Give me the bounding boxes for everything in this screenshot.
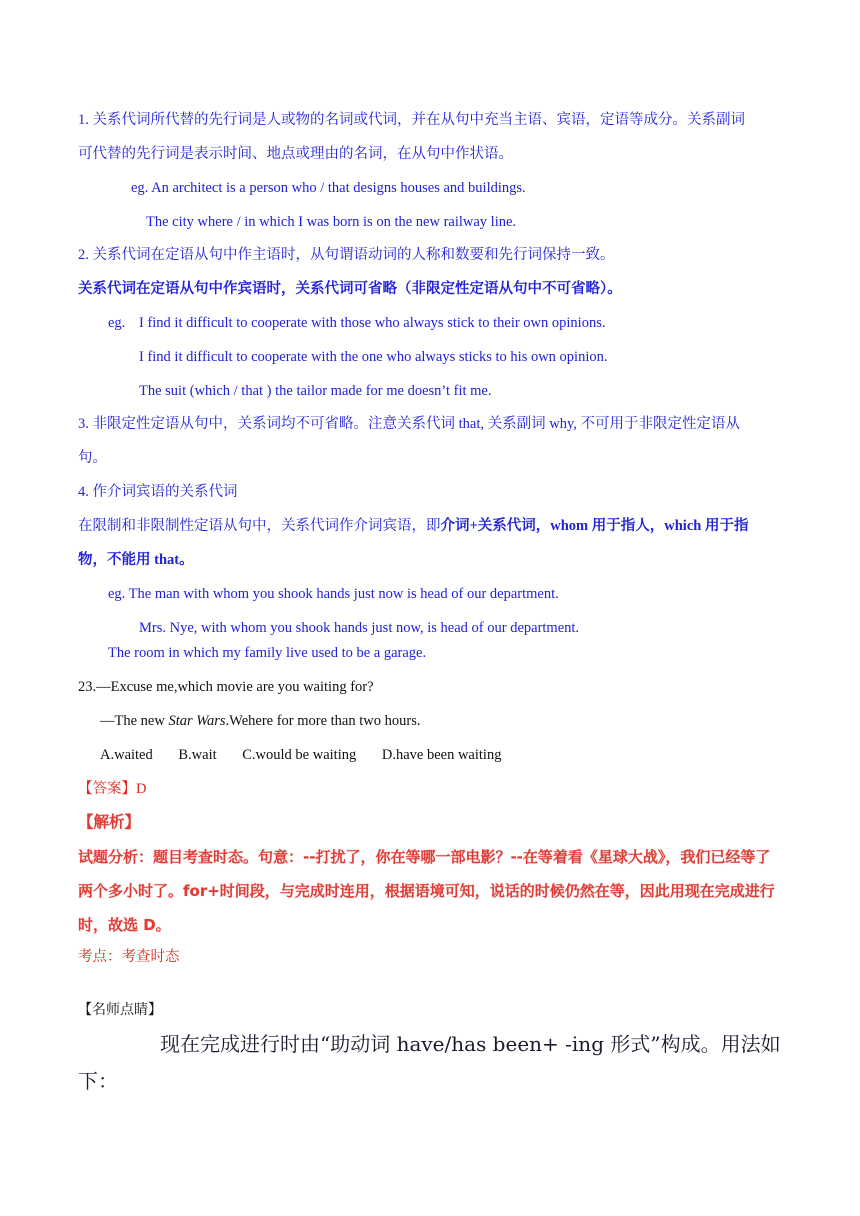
question-options <box>100 745 501 765</box>
section3-line1: 3. 非限定性定语从句中，关系词均不可省略。注意关系代词 that, 关系副词 why, 不可用于非限定性定语从 <box>78 416 741 432</box>
tips-label: 【名师点睛】 <box>78 1002 162 1018</box>
section1-example1: eg. An architect is a person who / that designs houses and buildings. <box>131 180 526 196</box>
option-a: A.waited <box>100 747 153 763</box>
option-c: C.would be waiting <box>242 747 357 763</box>
option-b: B.wait <box>178 747 217 763</box>
section3-line2: 句。 <box>78 450 107 466</box>
section1-line2: 可代替的先行词是表示时间、地点或理由的名词，在从句中作状语。 <box>78 146 513 162</box>
section4-title: 4. 作介词宾语的关系代词 <box>78 484 238 500</box>
section2-line2: 关系代词在定语从句中作宾语时，关系代词可省略（非限定性定语从句中不可省略）。 <box>78 281 622 297</box>
reply-prefix: —The new <box>100 713 169 729</box>
analysis-line1: 试题分析：题目考查时态。句意：--打扰了，你在等哪一部电影？--在等着看《星球大战》，我们已经等了 <box>78 848 771 866</box>
tips-line1: 现在完成进行时由“助动词 have/has been+ -ing 形式”构成。用法如 <box>160 1032 781 1056</box>
section2-example2: I find it difficult to cooperate with the one who always sticks to his own opinion. <box>139 349 608 365</box>
section2-example1: I find it difficult to cooperate with those who always stick to their own opinions. <box>139 315 606 331</box>
section4-example3: The room in which my family live used to be a garage. <box>108 645 427 661</box>
section4-line1-bold: 介词+关系代词，whom 用于指人，which 用于指 <box>440 518 749 534</box>
question-reply <box>100 711 420 731</box>
section1-example2: The city where / in which I was born is on the new railway line. <box>146 214 517 230</box>
option-d: D.have been waiting <box>381 747 502 763</box>
section4-example1: eg. The man with whom you shook hands just now is head of our department. <box>108 586 559 602</box>
analysis-line3: 时，故选 D。 <box>78 916 171 934</box>
kaodian-line: 考点：考查时态 <box>78 949 180 965</box>
question-stem: 23.—Excuse me,which movie are you waiting for? <box>78 679 374 695</box>
section2-example-label: eg. <box>108 315 126 331</box>
section1-line1: 1. 关系代词所代替的先行词是人或物的名词或代词，并在从句中充当主语、宾语，定语等成分。关系副词 <box>78 112 745 128</box>
section4-line1 <box>78 516 748 536</box>
section4-line1-plain: 在限制和非限制性定语从句中，关系代词作介词宾语，即 <box>78 518 441 534</box>
tips-line2: 下： <box>78 1069 118 1093</box>
reply-suffix: .Wehere for more than two hours. <box>225 713 421 729</box>
section2-example3: The suit (which / that ) the tailor made for me doesn’t fit me. <box>139 383 492 399</box>
reply-italic: Star Wars <box>168 713 226 729</box>
section2-line1: 2. 关系代词在定语从句中作主语时，从句谓语动词的人称和数要和先行词保持一致。 <box>78 247 615 263</box>
section4-line2: 物，不能用 that。 <box>78 552 194 568</box>
section4-example2: Mrs. Nye, with whom you shook hands just now, is head of our department. <box>139 620 580 636</box>
analysis-line2: 两个多小时了。for+时间段，与完成时连用，根据语境可知，说话的时候仍然在等，因此用现在完成进行 <box>78 882 775 900</box>
analysis-label: 【解析】 <box>78 813 141 831</box>
answer-label: 【答案】D <box>78 781 147 797</box>
